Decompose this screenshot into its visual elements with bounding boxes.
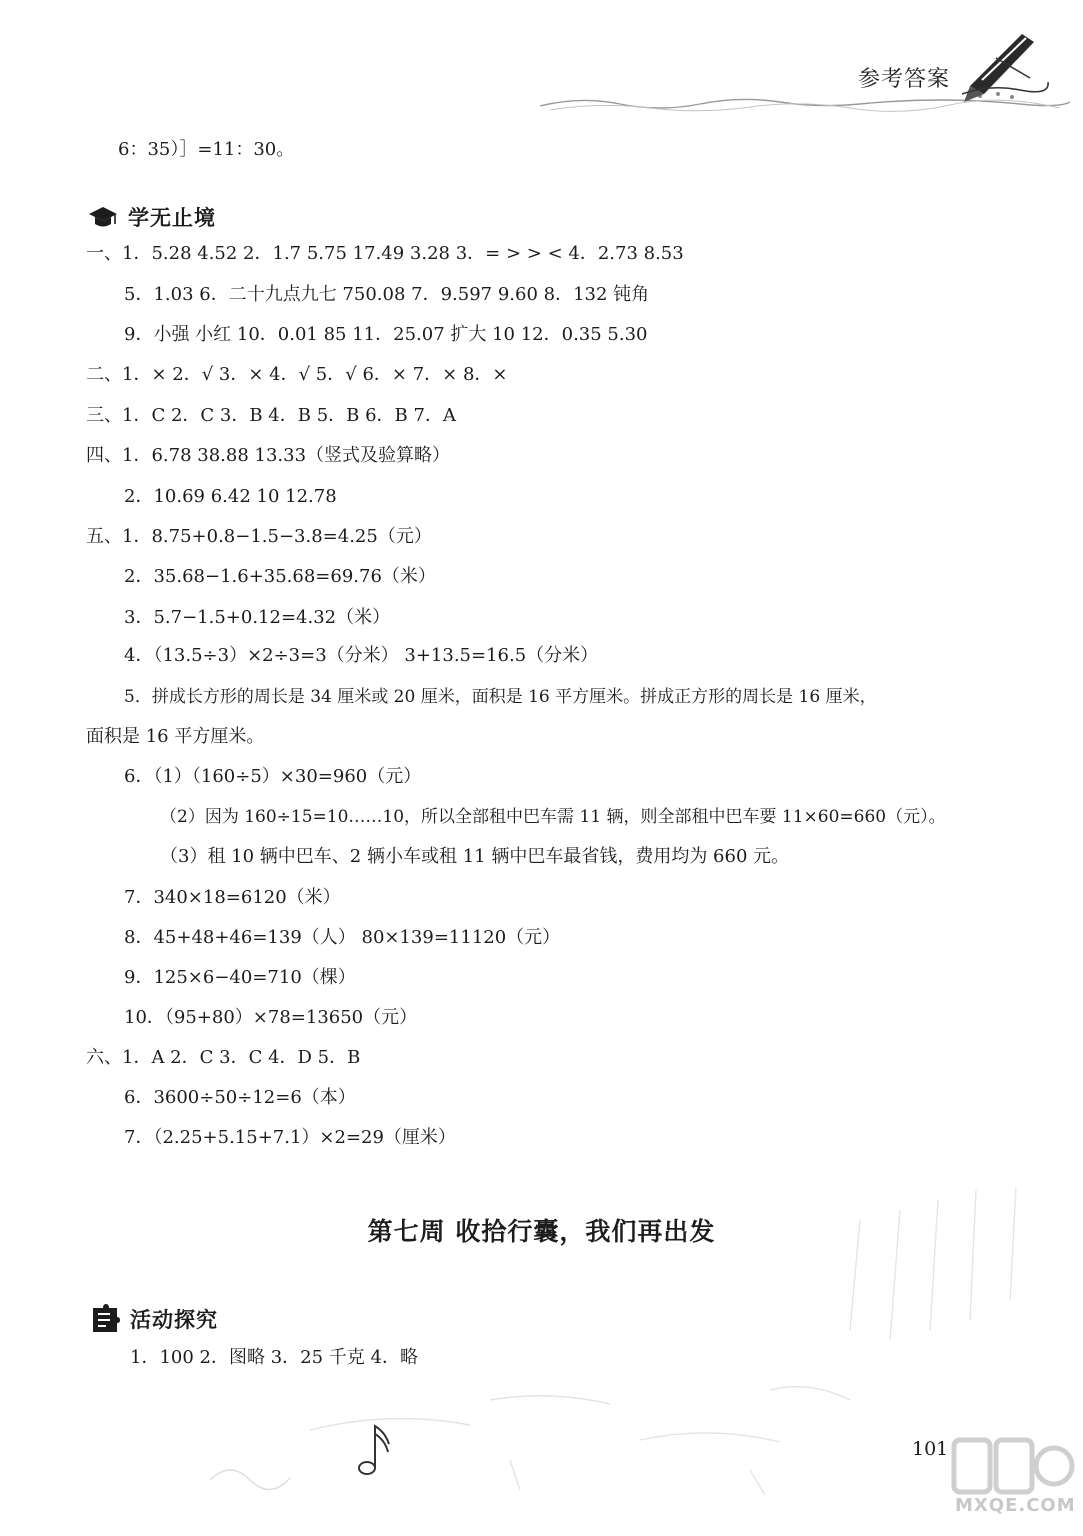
answer-line-s5-5b: 面积是 16 平方厘米。 [86,726,265,747]
answer-line-s5-10: 10．（95+80）×78=13650（元） [124,1007,418,1028]
section-heading-activity [90,1304,218,1334]
answer-line-s5-4: 4．（13.5÷3）×2÷3=3（分米） 3+13.5=16.5（分米） [124,645,599,666]
puzzle-icon [90,1304,120,1334]
answer-line-s1-3: 9．小强 小红 10．0.01 85 11．25.07 扩大 10 12．0.35 5.30 [124,324,648,345]
page-number: 101 [912,1438,949,1460]
answer-line-carry: 6：35）］=11：30。 [118,139,295,160]
answer-line-activity: 1．100 2．图略 3．25 千克 4．略 [130,1347,418,1368]
background-sketch-decoration [190,1370,890,1500]
answer-line-s5-3: 3．5.7−1.5+0.12=4.32（米） [124,607,391,628]
answer-line-s4-1: 四、1．6.78 38.88 13.33（竖式及验算略） [86,445,451,466]
answer-line-s6-3: 7．（2.25+5.15+7.1）×2=29（厘米） [124,1127,456,1148]
pen-icon [960,28,1050,108]
answer-line-s5-6c: （3）租 10 辆中巴车、2 辆小车或租 11 辆中巴车最省钱，费用均为 660 元。 [160,846,790,867]
answer-line-s4-2: 2．10.69 6.42 10 12.78 [124,486,337,507]
page-header [0,0,1083,140]
answer-line-s1-2: 5．1.03 6．二十九点九七 750.08 7．9.597 9.60 8．132 钝角 [124,284,650,305]
section-title-activity: 活动探究 [130,1308,218,1332]
answer-line-s5-7: 7．340×18=6120（米） [124,887,341,908]
section-title-study: 学无止境 [128,206,216,230]
answer-line-s5-5: 5．拼成长方形的周长是 34 厘米或 20 厘米，面积是 16 平方厘米。拼成正方形的周长是 16 厘米， [124,687,877,707]
header-label: 参考答案 [858,67,951,92]
answer-line-s3: 三、1．C 2．C 3．B 4．B 5．B 6．B 7．A [86,405,456,426]
answer-line-s1-1: 一、1．5.28 4.52 2．1.7 5.75 17.49 3.28 3．= > > < 4．2.73 8.53 [86,243,684,264]
week-title: 第七周 收拾行囊，我们再出发 [367,1217,716,1246]
answer-line-s2: 二、1．× 2．√ 3．× 4．√ 5．√ 6．× 7．× 8．× [86,364,508,385]
watermark-text: MXQE.COM [955,1495,1076,1516]
answer-line-s6-2: 6．3600÷50÷12=6（本） [124,1087,356,1108]
music-note-icon [355,1420,395,1480]
background-lines-decoration [820,1180,1060,1380]
graduation-cap-icon [88,204,118,230]
answer-line-s5-2: 2．35.68−1.6+35.68=69.76（米） [124,566,436,587]
answer-line-s5-1: 五、1．8.75+0.8−1.5−3.8=4.25（元） [86,526,432,547]
answer-line-s5-9: 9．125×6−40=710（棵） [124,967,356,988]
answer-line-s5-8: 8．45+48+46=139（人） 80×139=11120（元） [124,927,561,948]
answer-line-s6-1: 六、1．A 2．C 3．C 4．D 5．B [86,1047,361,1068]
answer-line-s5-6b: （2）因为 160÷15=10……10，所以全部租中巴车需 11 辆，则全部租中巴车要 11×60=660（元）。 [160,807,946,827]
answer-line-s5-6: 6．（1）（160÷5）×30=960（元） [124,766,422,787]
section-heading-study [88,202,216,232]
